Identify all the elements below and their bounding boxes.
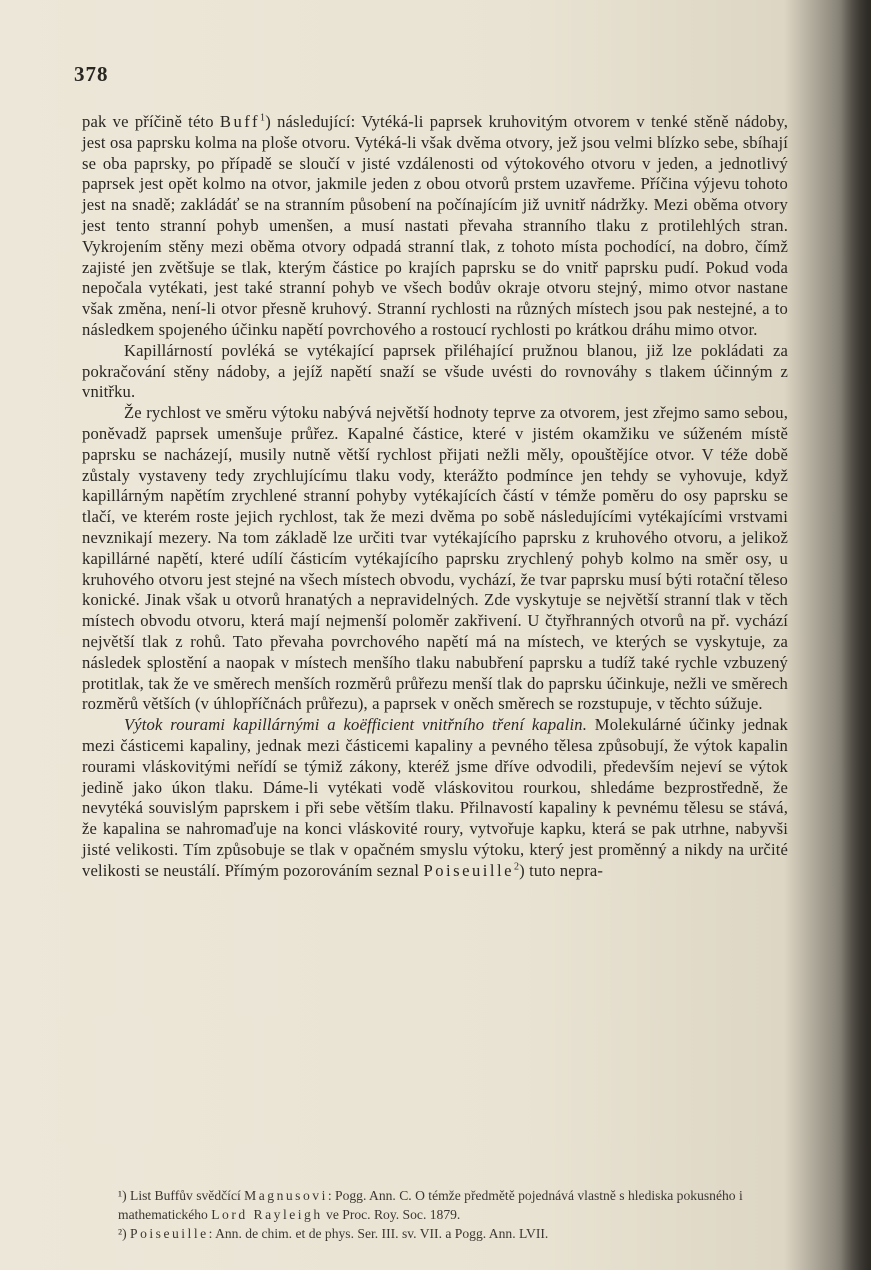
section-heading: Výtok rourami kapillárnými a koëfficient vnitřního tření kapalin. bbox=[124, 715, 588, 735]
paragraph bbox=[82, 715, 788, 881]
author-name: Lord Rayleigh bbox=[211, 1207, 323, 1222]
text-run: Molekulárné účinky jednak mezi částicemi kapaliny, jednak mezi částicemi kapaliny a pevného tělesa způsobují, že výtok kapalin rourami vláskovitými neřídí se týmiž zákony, kteréž jsme dříve odvodili, především nejeví se výtok jedině jako úkon tlaku. Dáme-li vytékati vodě vláskovitou rourkou, shledáme bezprostředně, že nevytéká souvislým paprskem i při sebe větším tlaku. Přilnavostí kapaliny k pevnému tělesu se stává, že kapalina se nahromaďuje na konci vláskovité roury, vytvořuje kapku, která se pak utrhne, nabyvši jisté velikosti. Tím způsobuje se tlak v opačném smyslu výtoku, který jest proměnný a nikdy na určité velikosti se neustálí. Přímým pozorováním seznal bbox=[82, 715, 788, 880]
body-text bbox=[82, 112, 788, 881]
footnotes bbox=[118, 1186, 790, 1243]
author-name: Magnusovi bbox=[244, 1188, 328, 1203]
footnote bbox=[118, 1224, 790, 1243]
text-run: Kapillárností povléká se vytékající paprsek přiléhající pružnou blanou, již lze pokládati za pokračování stěny nádoby, a jejíž napětí snaží se všude uvésti do rovnováhy s tlakem účinným z vnitřku. bbox=[82, 340, 788, 402]
paragraph bbox=[82, 341, 788, 403]
author-name: Poiseuille bbox=[423, 860, 514, 880]
page-edge-shadow bbox=[841, 0, 871, 1270]
text-run: ve Proc. Roy. Soc. 1879. bbox=[322, 1207, 461, 1222]
paragraph bbox=[82, 403, 788, 715]
footnote bbox=[118, 1186, 790, 1224]
footnote-marker: ²) bbox=[118, 1226, 131, 1241]
text-run: Že rychlost ve směru výtoku nabývá největší hodnoty teprve za otvorem, jest zřejmo samo sebou, poněvadž paprsek umenšuje průřez. Kapalné částice, které v jistém okamžiku ve súženém místě paprsku se nacházejí, musily nutně větší rychlost přijati nežli měly, opouštějíce otvor. V téže době zůstaly vystaveny tedy zrychlujícímu tlaku vody, kterážto podmínce jen tehdy se vyhovuje, když kapillárným napětím zrychlené stranní pohyby vytékajících částí v témže poměru do osy paprsku se tlačí, ve kterém roste jejich rychlost, tak že mezi dvěma po sobě následujícími vytékajícími vrstvami nevznikají mezery. Na tom základě lze určiti tvar vytékajícího paprsku z kruhového otvoru, a jelikož kapillárné napětí, které udílí částicím vytékajícího paprsku zrychlený pohyb kolmo na směr osy, u kruhového otvoru jest stejné na všech místech obvodu, vychází, že tvar paprsku musí býti rotační těleso konické. Jinak však u otvorů hranatých a nepravidelných. Zde vyskytuje se největší stranní tlak v těch místech obvodu otvoru, která mají nejmenší poloměr zakřivení. U čtyřhranných otvorů na př. vychází největší tlak z rohů. Tato převaha povrchového napětí má na místech, ve kterých se vyskytuje, za následek splostění a naopak v místech menšího tlaku nabubření paprsku a tudíž také rychle vzbuzený protitlak, tak že ve směrech menších rozměrů průřezu menší tlak do paprsku účinkuje, nežli ve směrech rozměrů větších (v úhlopříčnách průřezu), a paprsek v oněch směrech se rozstupuje, v těchto súžuje. bbox=[82, 403, 788, 714]
footnote-marker: ¹) bbox=[118, 1188, 131, 1203]
text-run: pak ve příčině této bbox=[82, 112, 220, 131]
text-run: : Ann. de chim. et de phys. Ser. III. sv. VII. a Pogg. Ann. LVII. bbox=[208, 1226, 549, 1241]
text-run: List Buffův svědčící bbox=[130, 1188, 245, 1203]
footnote-ref: 1 bbox=[260, 112, 266, 124]
footnote-ref: 2 bbox=[513, 861, 520, 873]
text-run: ) následující: Vytéká-li paprsek kruhovitým otvorem v tenké stěně nádoby, jest osa paprsku kolma na ploše otvoru. Vytéká-li však dvěma otvory, jež jsou velmi blízko sebe, sbíhají se oba paprsky, po případě se sloučí v jisté vzdálenosti od výtokového otvoru v jeden, a jednotlivý paprsek jest opět kolmo na otvor, jakmile jeden z obou otvorů prstem uzavřeme. Příčina výjevu tohoto jest na snadě; zakládáť se na stranním působení na počínajícím již uvnitř nádržky. Mezi oběma otvory jest tento stranní pohyb umenšen, a musí nastati převaha stranního tlaku z protilehlých stran. Vykrojením stěny mezi oběma otvory odpadá stranní tlak, z tohoto místa pochodící, na dobro, čímž zajisté jen zvětšuje se tlak, kterým částice po krajích paprsku se do vnitř paprsku pudí. Pokud voda nepočala vytékati, jest také stranní pohyb ve všech bodův okraje otvoru stejný, mimo otvor nastane však změna, není-li otvor přesně kruhový. Stranní rychlosti na různých místech jsou pak nestejné, a to následkem spojeného účinku napětí povrchového a rostoucí rychlosti po krátkou dráhu mimo otvor. bbox=[82, 112, 788, 339]
page-number: 378 bbox=[74, 62, 109, 86]
author-name: Poiseuille bbox=[130, 1226, 209, 1241]
text-run: ) tuto nepra- bbox=[519, 860, 604, 880]
author-name: Buff bbox=[219, 112, 261, 131]
paragraph bbox=[82, 112, 788, 341]
text-run: : Pogg. Ann. C. O témže předmětě pojednává vlastně s hlediska pokusného i mathematického bbox=[118, 1188, 743, 1222]
